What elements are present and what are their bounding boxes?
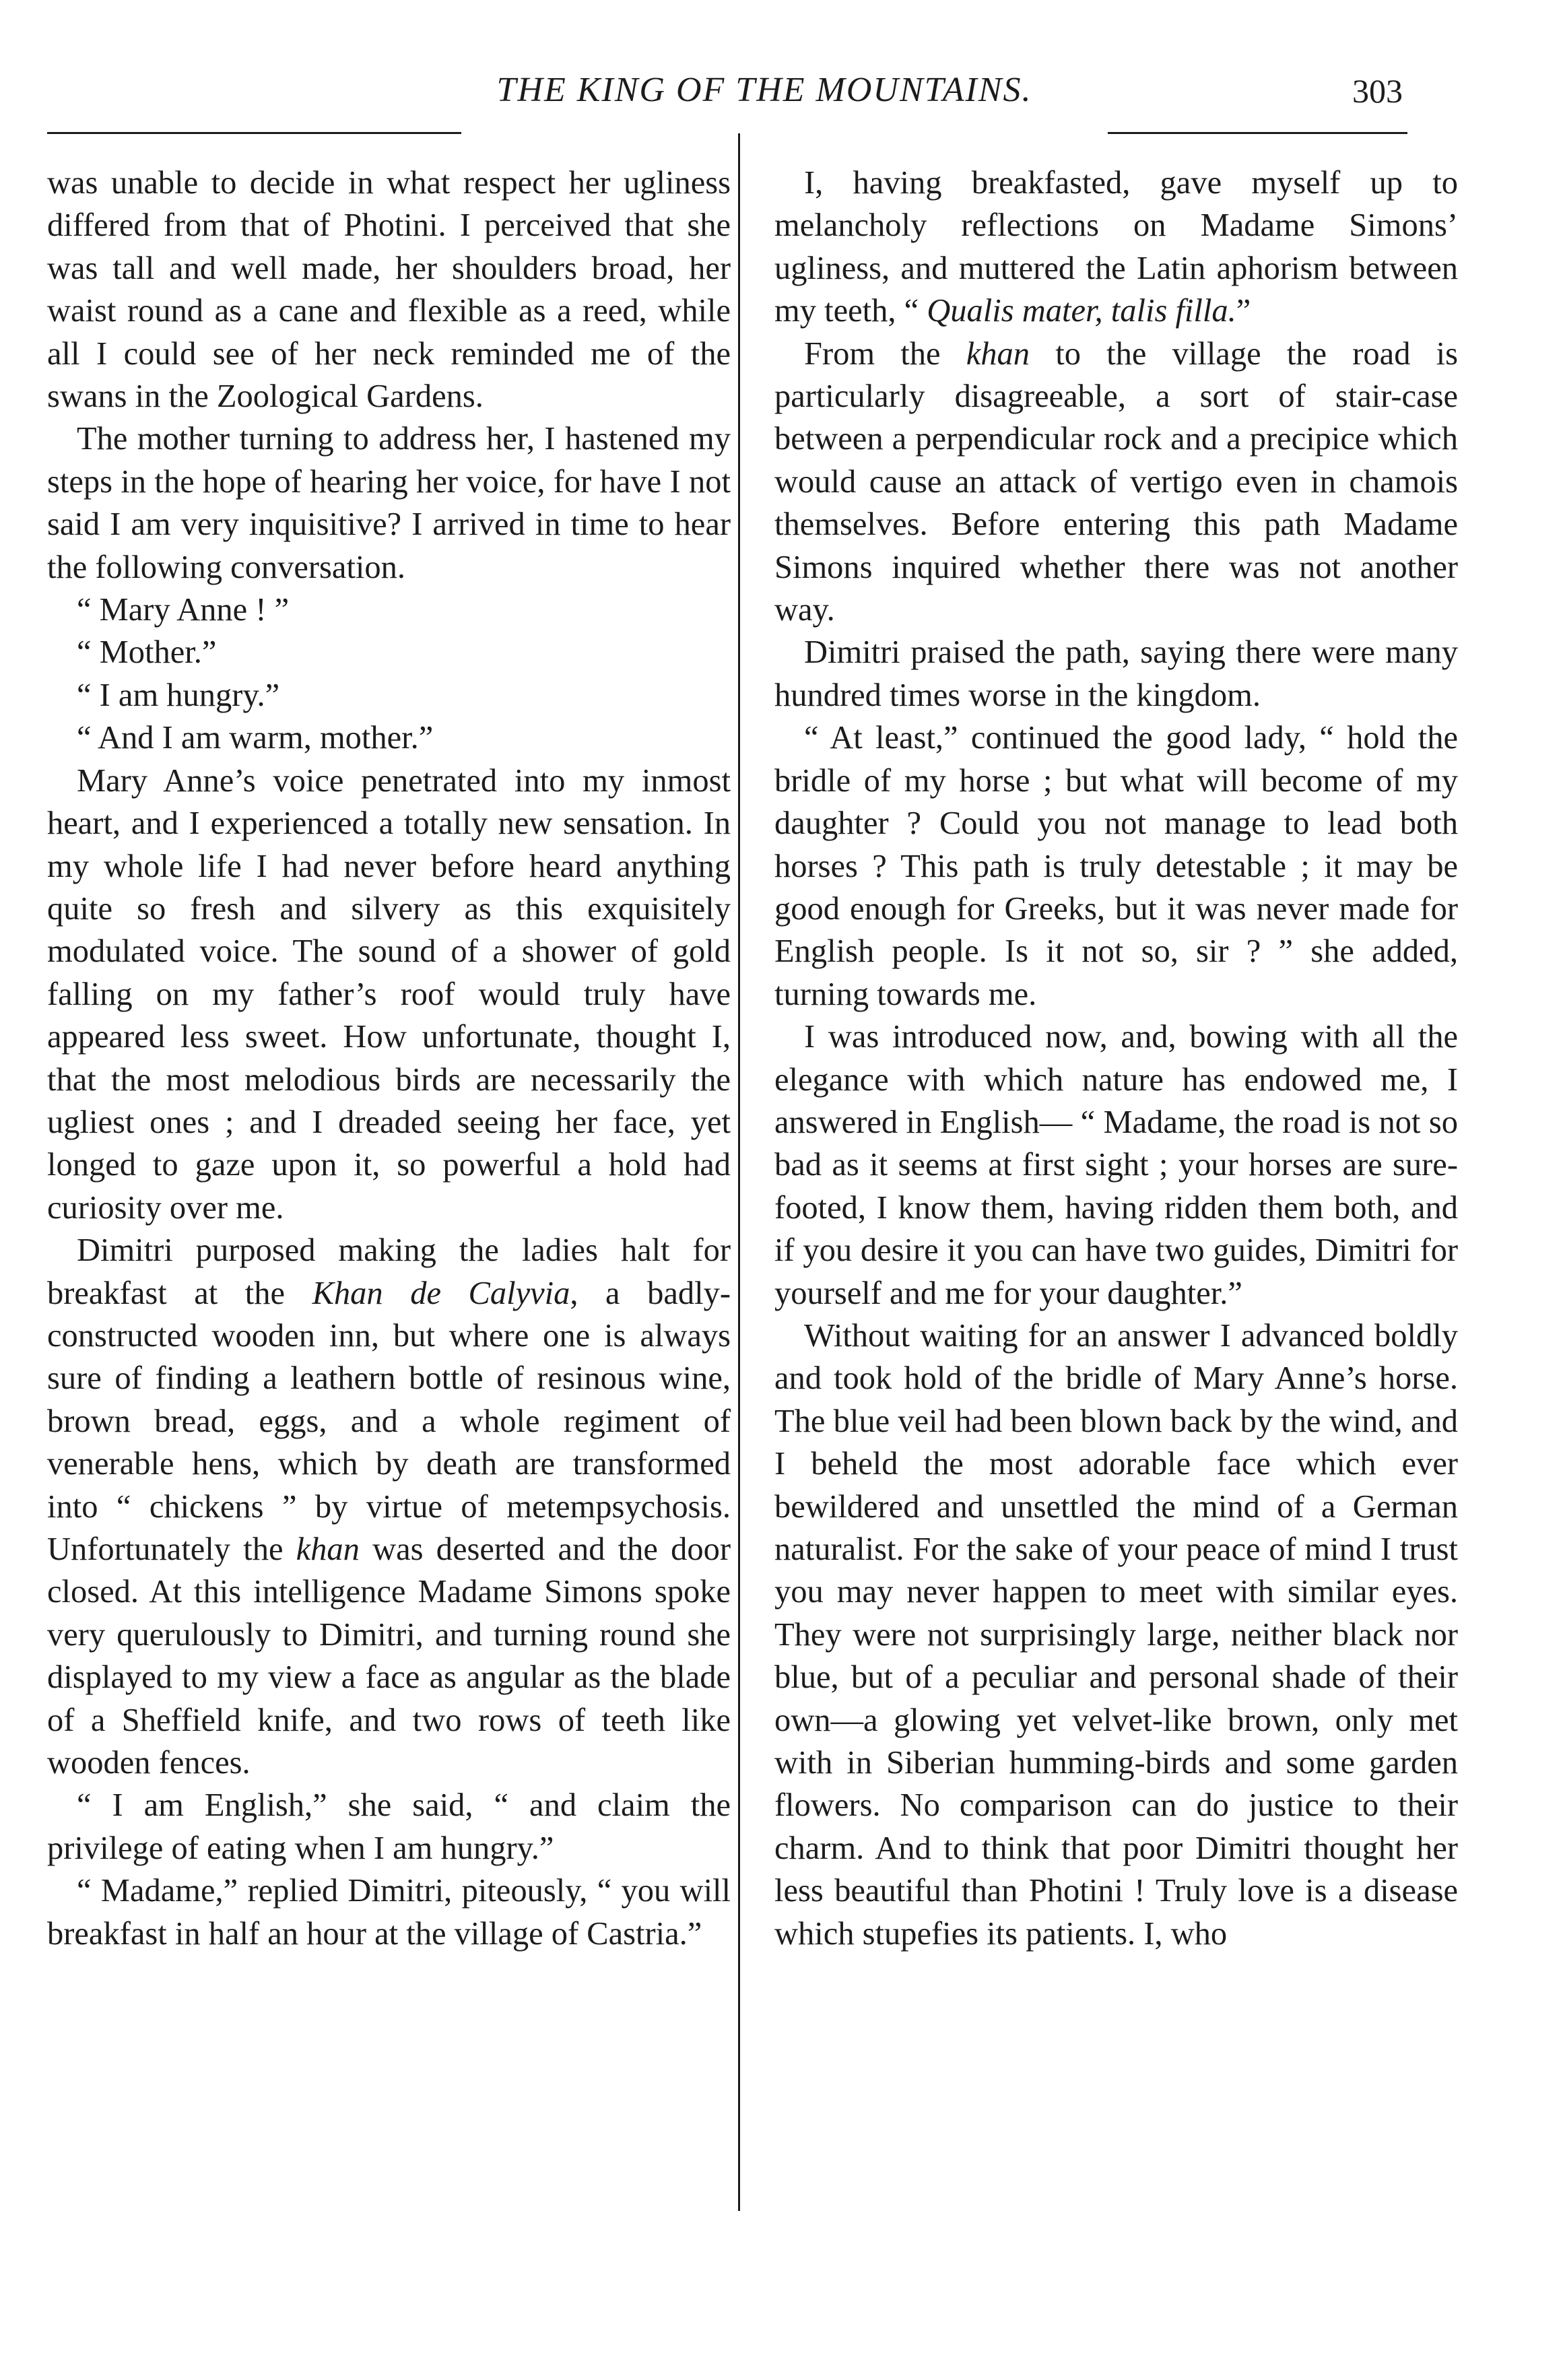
paragraph: “ At least,” continued the good lady, “ hold the bridle of my horse ; but what will become of my daughter ? Could you not manage to lead both horses ? This path is truly detestable ; it may be good enough for Greeks, but it was never made for English people. Is it not so, sir ? ” she added, turning towards me. — [774, 720, 1458, 1012]
left-column — [47, 162, 731, 1955]
right-column — [774, 162, 1458, 1955]
paragraph: “ Mother.” — [77, 634, 217, 671]
text-run: From the — [804, 335, 966, 372]
text-run: to the village the road is particularly disagreeable, a sort of stair-case between a perpendicular rock and a precipice which would cause an attack of vertigo even in chamois themselves. Before entering this path Madame Simons inquired whether there was not another way. — [774, 335, 1458, 628]
paragraph: Without waiting for an answer I advanced boldly and took hold of the bridle of Mary Anne’s horse. The blue veil had been blown back by the wind, and I beheld the most adorable face which ever bewildered and unsettled the mind of a German naturalist. For the sake of your peace of mind I trust you may never happen to meet with similar eyes. They were not surprisingly large, neither black nor blue, but of a peculiar and personal shade of their own—a glowing yet velvet-like brown, only met with in Siberian humming-birds and some garden flowers. No comparison can do justice to their charm. And to think that poor Dimitri thought her less beautiful than Photini ! Truly love is a disease which stupefies its patients. I, who — [774, 1317, 1458, 1952]
italic-text: khan — [296, 1531, 360, 1567]
paragraph: “ I am hungry.” — [77, 677, 280, 713]
text-run: ” — [1236, 293, 1251, 329]
text-run: was deserted and the door closed. At this intelligence Madame Simons spoke very querulously to Dimitri, and turning round she displayed to my view a face as angular as the blade of a Sheffield knife, and two rows of teeth like wooden fences. — [47, 1531, 731, 1781]
page-number: 303 — [1352, 72, 1403, 110]
text-run: I, having breakfasted, gave myself up to melancholy reflections on Madame Simons’ ugliness, and muttered the Latin aphorism between my teeth, “ — [774, 165, 1458, 329]
paragraph: was unable to decide in what respect her ugliness differed from that of Photini. I perceived that she was tall and well made, her shoulders broad, her waist round as a cane and flexible as a reed, while all I could see of her neck reminded me of the swans in the Zoological Gardens. — [47, 165, 731, 415]
paragraph: I was introduced now, and, bowing with all the elegance with which nature has endowed me, I answered in English— “ Madame, the road is not so bad as it seems at first sight ; your horses are sure-footed, I know them, having ridden them both, and if you desire it you can have two guides, Dimitri for yourself and me for your daughter.” — [774, 1019, 1458, 1311]
italic-text: khan — [966, 335, 1030, 372]
paragraph — [47, 1229, 731, 1784]
paragraph: “ And I am warm, mother.” — [77, 720, 434, 756]
header-rule-right — [1108, 132, 1407, 134]
italic-text: Khan de Calyvia — [312, 1275, 570, 1311]
text-run: , a badly-constructed wooden inn, but where one is always sure of finding a leathern bottle of resinous wine, brown bread, eggs, and a whole regiment of venerable hens, which by death are transformed into “ chickens ” by virtue of metempsychosis. Unfortunately the — [47, 1275, 731, 1567]
paragraph: “ I am English,” she said, “ and claim the privilege of eating when I am hungry.” — [47, 1787, 731, 1866]
paragraph: “ Mary Anne ! ” — [77, 592, 290, 628]
paragraph: Dimitri praised the path, saying there were many hundred times worse in the kingdom. — [774, 634, 1458, 713]
running-title: THE KING OF THE MOUNTAINS. — [496, 71, 1032, 109]
paragraph: Mary Anne’s voice penetrated into my inmost heart, and I experienced a totally new sensation. In my whole life I had never before heard anything quite so fresh and silvery as this exquisitely modulated voice. The sound of a shower of gold falling on my father’s roof would truly have appeared less sweet. How unfortunate, thought I, that the most melodious birds are necessarily the ugliest ones ; and I dreaded seeing her face, yet longed to gaze upon it, so powerful a hold had curiosity over me. — [47, 762, 731, 1226]
column-divider — [738, 133, 740, 2211]
paragraph: The mother turning to address her, I hastened my steps in the hope of hearing her voice, for have I not said I am very inquisitive? I arrived in time to hear the following conversation. — [47, 421, 731, 585]
italic-text: Qualis mater, talis filla. — [927, 293, 1236, 329]
header-rule-left — [47, 132, 461, 134]
text-run: Dimitri purposed making the ladies halt for breakfast at the — [47, 1232, 731, 1311]
paragraph — [774, 333, 1458, 632]
paragraph — [774, 162, 1458, 333]
paragraph: “ Madame,” replied Dimitri, piteously, “ you will breakfast in half an hour at the village of Castria.” — [47, 1873, 731, 1952]
